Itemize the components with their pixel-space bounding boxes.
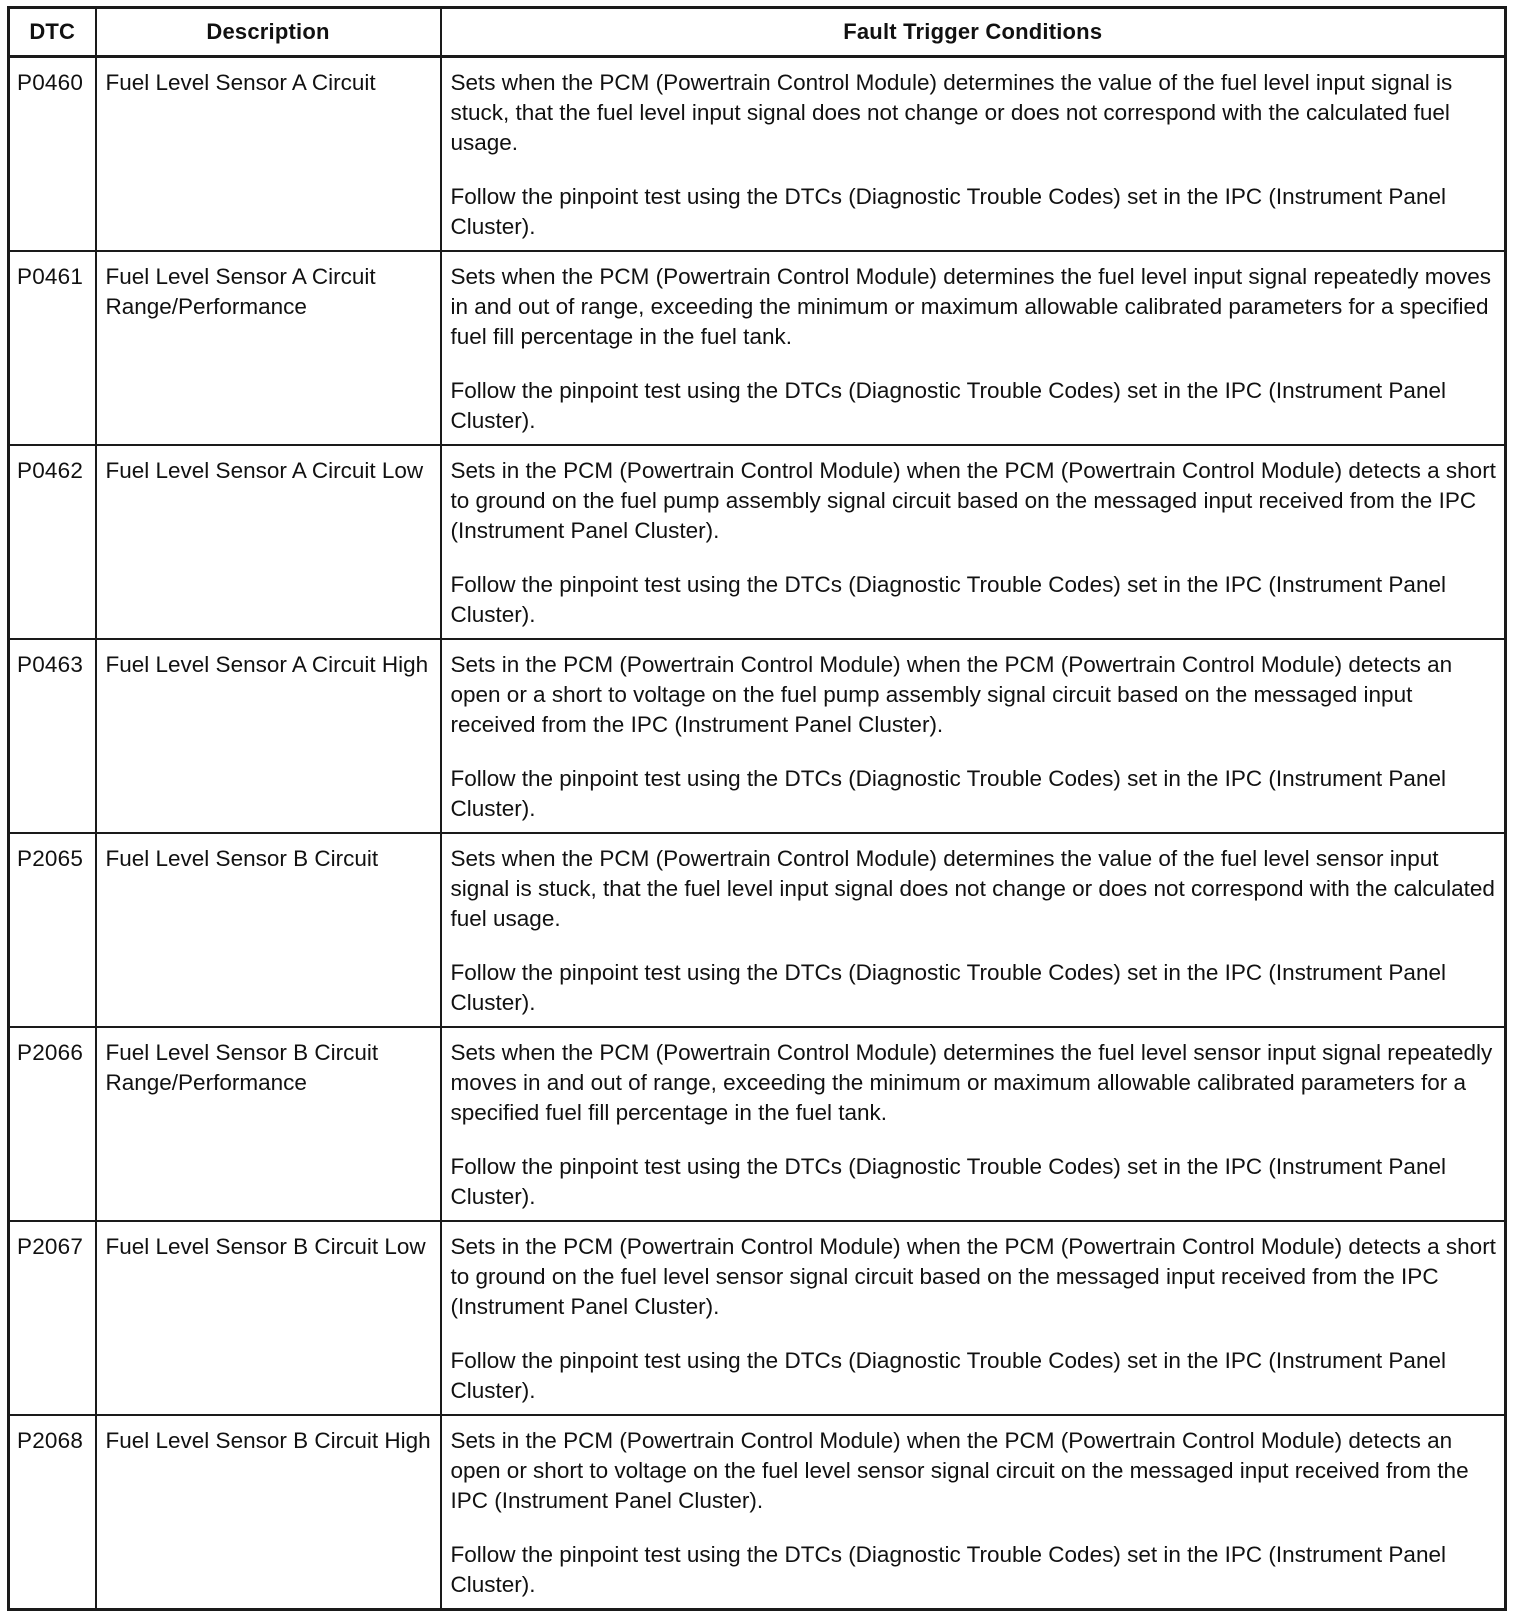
- table-row: [9, 1221, 1506, 1415]
- table-body: [9, 57, 1506, 1610]
- table-row: [9, 833, 1506, 1027]
- trigger-condition: Sets in the PCM (Powertrain Control Module) when the PCM (Powertrain Control Module) detects an open or short to voltage on the fuel level sensor signal circuit on the messaged input received from the IPC (Instrument Panel Cluster).: [450, 1428, 1469, 1513]
- fault-conditions: [441, 1027, 1506, 1221]
- pinpoint-instruction: Follow the pinpoint test using the DTCs (Diagnostic Trouble Codes) set in the IPC (Instrument Panel Cluster).: [450, 1542, 1446, 1597]
- trigger-condition: Sets in the PCM (Powertrain Control Module) when the PCM (Powertrain Control Module) detects a short to ground on the fuel level sensor signal circuit based on the messaged input received from the IPC (Instrument Panel Cluster).: [450, 1234, 1496, 1319]
- fault-conditions: [441, 833, 1506, 1027]
- trigger-condition: Sets when the PCM (Powertrain Control Module) determines the value of the fuel level input signal is stuck, that the fuel level input signal does not change or does not correspond with the calculated fuel usage.: [450, 70, 1453, 155]
- dtc-description: Fuel Level Sensor A Circuit Range/Performance: [96, 251, 441, 445]
- header-row: [9, 8, 1506, 57]
- dtc-code: P2067: [9, 1221, 96, 1415]
- pinpoint-instruction: Follow the pinpoint test using the DTCs (Diagnostic Trouble Codes) set in the IPC (Instrument Panel Cluster).: [450, 766, 1446, 821]
- trigger-condition: Sets when the PCM (Powertrain Control Module) determines the value of the fuel level sensor input signal is stuck, that the fuel level input signal does not change or does not correspond with the calculated fuel usage.: [450, 846, 1495, 931]
- dtc-code: P2066: [9, 1027, 96, 1221]
- trigger-condition: Sets in the PCM (Powertrain Control Module) when the PCM (Powertrain Control Module) detects a short to ground on the fuel pump assembly signal circuit based on the messaged input received from the IPC (Instrument Panel Cluster).: [450, 458, 1496, 543]
- dtc-code: P2065: [9, 833, 96, 1027]
- trigger-condition: Sets when the PCM (Powertrain Control Module) determines the fuel level sensor input signal repeatedly moves in and out of range, exceeding the minimum or maximum allowable calibrated parameters for a specified fuel fill percentage in the fuel tank.: [450, 1040, 1493, 1125]
- fault-conditions: [441, 639, 1506, 833]
- pinpoint-instruction: Follow the pinpoint test using the DTCs (Diagnostic Trouble Codes) set in the IPC (Instrument Panel Cluster).: [450, 184, 1446, 239]
- header-description: Description: [96, 8, 441, 57]
- pinpoint-instruction: Follow the pinpoint test using the DTCs (Diagnostic Trouble Codes) set in the IPC (Instrument Panel Cluster).: [450, 378, 1446, 433]
- pinpoint-instruction: Follow the pinpoint test using the DTCs (Diagnostic Trouble Codes) set in the IPC (Instrument Panel Cluster).: [450, 1154, 1446, 1209]
- dtc-description: Fuel Level Sensor A Circuit High: [96, 639, 441, 833]
- pinpoint-instruction: Follow the pinpoint test using the DTCs (Diagnostic Trouble Codes) set in the IPC (Instrument Panel Cluster).: [450, 572, 1446, 627]
- dtc-description: Fuel Level Sensor B Circuit: [96, 833, 441, 1027]
- dtc-description: Fuel Level Sensor B Circuit Range/Performance: [96, 1027, 441, 1221]
- trigger-condition: Sets when the PCM (Powertrain Control Module) determines the fuel level input signal repeatedly moves in and out of range, exceeding the minimum or maximum allowable calibrated parameters for a specified fuel fill percentage in the fuel tank.: [450, 264, 1492, 349]
- dtc-description: Fuel Level Sensor B Circuit High: [96, 1415, 441, 1610]
- dtc-code: P0462: [9, 445, 96, 639]
- dtc-description: Fuel Level Sensor A Circuit Low: [96, 445, 441, 639]
- table-header: [9, 8, 1506, 57]
- table-row: [9, 1415, 1506, 1610]
- table-row: [9, 1027, 1506, 1221]
- table-row: [9, 57, 1506, 252]
- dtc-description: Fuel Level Sensor B Circuit Low: [96, 1221, 441, 1415]
- table-row: [9, 445, 1506, 639]
- fault-conditions: [441, 57, 1506, 252]
- dtc-description: Fuel Level Sensor A Circuit: [96, 57, 441, 252]
- table-row: [9, 639, 1506, 833]
- dtc-code: P2068: [9, 1415, 96, 1610]
- pinpoint-instruction: Follow the pinpoint test using the DTCs (Diagnostic Trouble Codes) set in the IPC (Instrument Panel Cluster).: [450, 1348, 1446, 1403]
- dtc-table: [7, 6, 1507, 1611]
- trigger-condition: Sets in the PCM (Powertrain Control Module) when the PCM (Powertrain Control Module) detects an open or a short to voltage on the fuel pump assembly signal circuit based on the messaged input received from the IPC (Instrument Panel Cluster).: [450, 652, 1453, 737]
- pinpoint-instruction: Follow the pinpoint test using the DTCs (Diagnostic Trouble Codes) set in the IPC (Instrument Panel Cluster).: [450, 960, 1446, 1015]
- table-row: [9, 251, 1506, 445]
- dtc-code: P0463: [9, 639, 96, 833]
- header-conditions: Fault Trigger Conditions: [441, 8, 1506, 57]
- fault-conditions: [441, 1415, 1506, 1610]
- fault-conditions: [441, 251, 1506, 445]
- fault-conditions: [441, 445, 1506, 639]
- dtc-code: P0460: [9, 57, 96, 252]
- header-dtc: DTC: [9, 8, 96, 57]
- dtc-code: P0461: [9, 251, 96, 445]
- fault-conditions: [441, 1221, 1506, 1415]
